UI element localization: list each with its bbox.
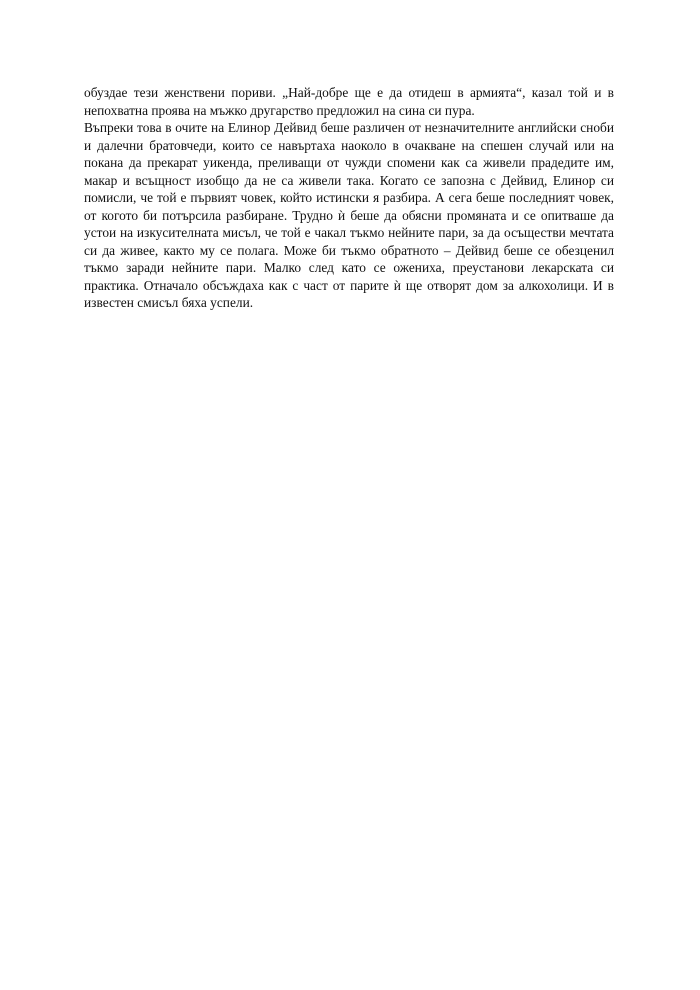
paragraph-1: обуздае тези женствени пориви. „Най-добре ще е да отидеш в армията“, казал той и в непохватна проява на мъжко другарство предложил на сина си пура. bbox=[84, 85, 614, 118]
paragraph-2: Въпреки това в очите на Елинор Дейвид беше различен от незначителните английски сноби и далечни братовчеди, които се навъртаха наоколо в очакване на спешен случай или на покана да прекарат уикенда, преливащи от чужди спомени как са живели прадедите им, макар и всъщност изобщо да не са живели така. Когато се запозна с Дейвид, Елинор си помисли, че той е първият човек, който истински я разбира. А сега беше последният човек, от когото би потърсила разбиране. Трудно ѝ беше да обясни промяната и се опитваше да устои на изкусителната мисъл, че той е чакал тъкмо нейните пари, за да осъществи мечтата си да живее, както му се полага. Може би тъкмо обратното – Дейвид беше се обезценил тъкмо заради нейните пари. Малко след като се ожениха, преустанови лекарската си практика. Отначало обсъждаха как с част от парите ѝ ще отворят дом за алкохолици. И в известен смисъл бяха успели. bbox=[84, 120, 614, 310]
body-text bbox=[84, 84, 614, 312]
